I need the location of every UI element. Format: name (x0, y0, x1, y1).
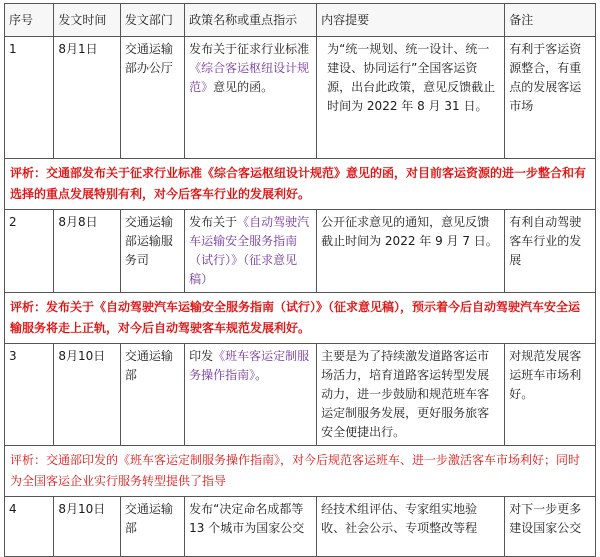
policy-prefix: 印发 (189, 349, 214, 363)
row-number: 3 (5, 344, 54, 446)
analysis-row (5, 446, 596, 497)
row-summary: 公开征求意见的通知，意见反馈截止时间为 2022 年 9 月 7 日。 (317, 210, 505, 293)
analysis-row (5, 293, 596, 344)
row-summary: 经技术组评估、专家组实地验收、社会公示、专项整改等程 (317, 497, 505, 557)
row-department: 交通运输部 (120, 344, 184, 446)
row-date: 8月10日 (54, 497, 121, 557)
table-row (5, 344, 596, 446)
row-policy (185, 37, 317, 159)
row-policy (185, 210, 317, 293)
analysis-text: 评析：交通部发布关于征求行业标准《综合客运枢纽设计规范》意见的函，对目前客运资源的进一步整合和有选择的重点发展特别有利，对今后客车行业的发展利好。 (5, 159, 596, 210)
row-note: 对规范发展客运班车市场利好。 (505, 344, 596, 446)
row-number: 1 (5, 37, 54, 159)
row-date: 8月10日 (54, 344, 121, 446)
policy-highlight: 《班车客运定制服务操作指南》 (189, 349, 310, 382)
row-note: 有利于客运资源整合，有重点的发展客运市场 (505, 37, 596, 159)
row-number: 4 (5, 497, 54, 557)
policy-suffix: 。 (255, 368, 268, 382)
analysis-row (5, 159, 596, 210)
row-policy (185, 344, 317, 446)
policy-prefix: 发布“决定命名成都等 13 个城市为国家公交 (189, 502, 305, 535)
policy-highlight: 《综合客运枢纽设计规范》 (189, 61, 310, 94)
analysis-text: 评析：交通部印发的《班车客运定制服务操作指南》，对今后规范客运班车、进一步激活客车市场利好；同时为全国客运企业实行服务转型提供了指导 (5, 446, 596, 497)
row-policy (185, 497, 317, 557)
header-number: 序号 (5, 4, 54, 37)
header-policy: 政策名称或重点指示 (185, 4, 317, 37)
policy-prefix: 发布关于 (189, 215, 238, 229)
header-note: 备注 (505, 4, 596, 37)
policy-table (4, 3, 596, 557)
row-date: 8月1日 (54, 37, 121, 159)
header-department: 发文部门 (120, 4, 184, 37)
header-row (5, 4, 596, 37)
row-department: 交通运输部办公厅 (120, 37, 184, 159)
policy-highlight: 《自动驾驶汽车运输安全服务指南（试行）》（征求意见稿） (189, 215, 310, 286)
row-summary: 为“统一规划、统一设计、统一建设、协同运行”全国客运资源，出台此政策，意见反馈截止时间为 2022 年 8 月 31 日。 (317, 37, 505, 159)
policy-suffix: 意见的函。 (213, 80, 274, 94)
row-number: 2 (5, 210, 54, 293)
header-date: 发文时间 (54, 4, 121, 37)
policy-prefix: 发布关于征求行业标准 (189, 42, 310, 56)
row-note: 对下一步更多建设国家公交 (505, 497, 596, 557)
row-department: 交通运输部 (120, 497, 184, 557)
table-row (5, 37, 596, 159)
row-note: 有利自动驾驶客车行业的发展 (505, 210, 596, 293)
row-summary: 主要是为了持续激发道路客运市场活力，培育道路客运转型发展动力，进一步鼓励和规范班车客运定制服务发展，更好服务旅客安全便捷出行。 (317, 344, 505, 446)
analysis-text: 评析：发布关于《自动驾驶汽车运输安全服务指南（试行）》（征求意见稿），预示着今后自动驾驶汽车安全运输服务将走上正轨，对今后自动驾驶客车规范发展利好。 (5, 293, 596, 344)
row-date: 8月8日 (54, 210, 121, 293)
header-summary: 内容提要 (317, 4, 505, 37)
table-row (5, 210, 596, 293)
row-department: 交通运输部运输服务司 (120, 210, 184, 293)
table-row (5, 497, 596, 557)
